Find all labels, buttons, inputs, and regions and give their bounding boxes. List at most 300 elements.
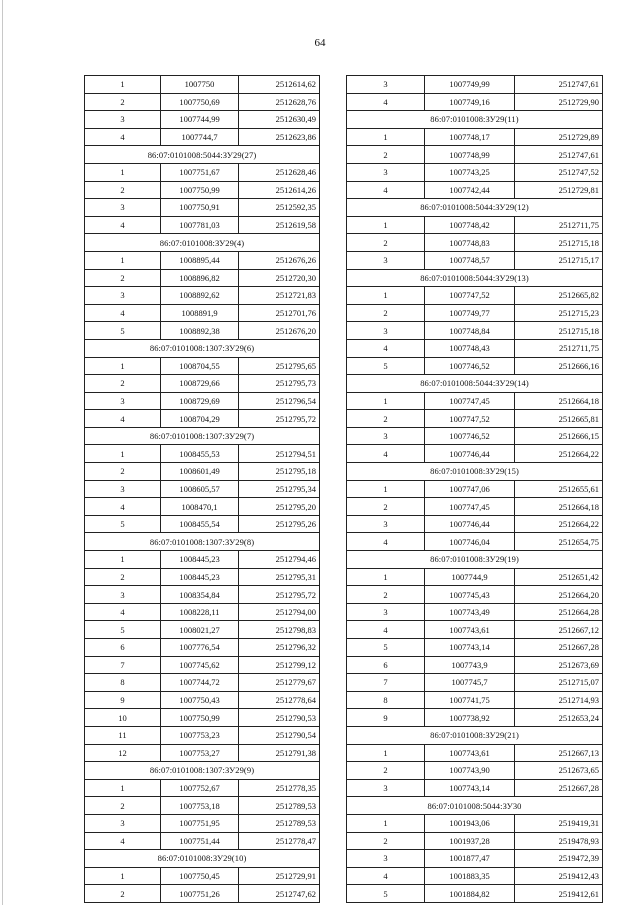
parcel-cadastral-number: 86:07:0101008:1307:ЗУ29(6) <box>85 339 320 357</box>
x-coordinate-cell: 1007749,16 <box>425 93 515 111</box>
y-coordinate-cell: 2512795,26 <box>239 515 320 533</box>
table-row <box>347 339 603 357</box>
point-number-cell: 1 <box>85 445 161 463</box>
y-coordinate-cell: 2512711,75 <box>515 339 603 357</box>
point-number-cell: 10 <box>85 709 161 727</box>
y-coordinate-cell: 2519472,39 <box>515 850 603 868</box>
y-coordinate-cell: 2519412,43 <box>515 867 603 885</box>
x-coordinate-cell: 1007750,43 <box>161 691 239 709</box>
table-row <box>85 744 320 762</box>
x-coordinate-cell: 1007750,45 <box>161 867 239 885</box>
y-coordinate-cell: 2512795,72 <box>239 410 320 428</box>
x-coordinate-cell: 1007743,61 <box>425 621 515 639</box>
y-coordinate-cell: 2512791,38 <box>239 744 320 762</box>
table-row <box>85 639 320 657</box>
table-row <box>347 533 603 551</box>
section-header-row <box>85 850 320 868</box>
x-coordinate-cell: 1007751,67 <box>161 163 239 181</box>
point-number-cell: 3 <box>85 480 161 498</box>
x-coordinate-cell: 1007747,06 <box>425 480 515 498</box>
point-number-cell: 1 <box>347 744 425 762</box>
y-coordinate-cell: 2512715,07 <box>515 674 603 692</box>
section-header-row <box>347 375 603 393</box>
x-coordinate-cell: 1007750,69 <box>161 93 239 111</box>
x-coordinate-cell: 1007744,9 <box>425 568 515 586</box>
x-coordinate-cell: 1007745,43 <box>425 586 515 604</box>
point-number-cell: 4 <box>347 93 425 111</box>
y-coordinate-cell: 2512614,26 <box>239 181 320 199</box>
x-coordinate-cell: 1007747,52 <box>425 287 515 305</box>
point-number-cell: 4 <box>347 339 425 357</box>
y-coordinate-cell: 2512747,52 <box>515 163 603 181</box>
y-coordinate-cell: 2512789,53 <box>239 797 320 815</box>
x-coordinate-cell: 1007749,77 <box>425 304 515 322</box>
x-coordinate-cell: 1008729,66 <box>161 375 239 393</box>
point-number-cell: 1 <box>347 128 425 146</box>
point-number-cell: 9 <box>347 709 425 727</box>
table-row <box>347 885 603 903</box>
section-header-row <box>347 551 603 569</box>
x-coordinate-cell: 1007743,14 <box>425 779 515 797</box>
point-number-cell: 5 <box>85 515 161 533</box>
table-row <box>347 621 603 639</box>
table-row <box>85 410 320 428</box>
table-row <box>347 480 603 498</box>
x-coordinate-cell: 1008729,69 <box>161 392 239 410</box>
y-coordinate-cell: 2512701,76 <box>239 304 320 322</box>
point-number-cell: 4 <box>85 410 161 428</box>
y-coordinate-cell: 2512729,89 <box>515 128 603 146</box>
y-coordinate-cell: 2512676,20 <box>239 322 320 340</box>
x-coordinate-cell: 1001943,06 <box>425 814 515 832</box>
x-coordinate-cell: 1008896,82 <box>161 269 239 287</box>
point-number-cell: 3 <box>347 322 425 340</box>
y-coordinate-cell: 2512664,18 <box>515 392 603 410</box>
table-row <box>85 709 320 727</box>
y-coordinate-cell: 2512715,23 <box>515 304 603 322</box>
x-coordinate-cell: 1008891,9 <box>161 304 239 322</box>
y-coordinate-cell: 2512795,31 <box>239 568 320 586</box>
point-number-cell: 1 <box>85 357 161 375</box>
scan-edge-line <box>2 0 3 905</box>
point-number-cell: 2 <box>85 269 161 287</box>
x-coordinate-cell: 1008455,53 <box>161 445 239 463</box>
table-row <box>347 445 603 463</box>
y-coordinate-cell: 2512667,28 <box>515 639 603 657</box>
x-coordinate-cell: 1001884,82 <box>425 885 515 903</box>
table-row <box>85 779 320 797</box>
y-coordinate-cell: 2519412,61 <box>515 885 603 903</box>
y-coordinate-cell: 2512795,34 <box>239 480 320 498</box>
point-number-cell: 3 <box>347 163 425 181</box>
parcel-cadastral-number: 86:07:0101008:5044:ЗУ29(14) <box>347 375 603 393</box>
y-coordinate-cell: 2512592,35 <box>239 199 320 217</box>
y-coordinate-cell: 2519478,93 <box>515 832 603 850</box>
point-number-cell: 3 <box>85 287 161 305</box>
x-coordinate-cell: 1007743,61 <box>425 744 515 762</box>
x-coordinate-cell: 1007746,52 <box>425 427 515 445</box>
y-coordinate-cell: 2512798,83 <box>239 621 320 639</box>
point-number-cell: 4 <box>347 867 425 885</box>
x-coordinate-cell: 1007743,14 <box>425 639 515 657</box>
x-coordinate-cell: 1007748,84 <box>425 322 515 340</box>
x-coordinate-cell: 1007751,26 <box>161 885 239 903</box>
x-coordinate-cell: 1007747,45 <box>425 392 515 410</box>
y-coordinate-cell: 2512747,62 <box>239 885 320 903</box>
x-coordinate-cell: 1007781,03 <box>161 216 239 234</box>
table-row <box>347 850 603 868</box>
y-coordinate-cell: 2512628,46 <box>239 163 320 181</box>
table-row <box>347 304 603 322</box>
x-coordinate-cell: 1007738,92 <box>425 709 515 727</box>
table-row <box>347 128 603 146</box>
x-coordinate-cell: 1007746,52 <box>425 357 515 375</box>
point-number-cell: 1 <box>85 867 161 885</box>
table-row <box>85 515 320 533</box>
point-number-cell: 1 <box>347 814 425 832</box>
table-row <box>85 656 320 674</box>
y-coordinate-cell: 2512729,81 <box>515 181 603 199</box>
x-coordinate-cell: 1008605,57 <box>161 480 239 498</box>
point-number-cell: 3 <box>85 392 161 410</box>
point-number-cell: 2 <box>347 498 425 516</box>
x-coordinate-cell: 1008892,38 <box>161 322 239 340</box>
x-coordinate-cell: 1007749,99 <box>425 76 515 94</box>
point-number-cell: 6 <box>85 639 161 657</box>
y-coordinate-cell: 2512747,61 <box>515 146 603 164</box>
table-row <box>347 639 603 657</box>
x-coordinate-cell: 1007744,99 <box>161 111 239 129</box>
section-header-row <box>347 797 603 815</box>
section-header-row <box>85 427 320 445</box>
table-row <box>85 463 320 481</box>
point-number-cell: 3 <box>85 586 161 604</box>
table-row <box>347 93 603 111</box>
x-coordinate-cell: 1008228,11 <box>161 603 239 621</box>
x-coordinate-cell: 1007750,99 <box>161 181 239 199</box>
table-row <box>85 357 320 375</box>
y-coordinate-cell: 2512655,61 <box>515 480 603 498</box>
section-header-row <box>85 339 320 357</box>
section-header-row <box>85 234 320 252</box>
point-number-cell: 2 <box>85 181 161 199</box>
table-row <box>347 515 603 533</box>
page-number: 64 <box>314 37 326 49</box>
section-header-row <box>85 533 320 551</box>
y-coordinate-cell: 2512664,22 <box>515 515 603 533</box>
section-header-row <box>85 762 320 780</box>
table-row <box>347 568 603 586</box>
parcel-cadastral-number: 86:07:0101008:ЗУ29(19) <box>347 551 603 569</box>
table-row <box>347 691 603 709</box>
x-coordinate-cell: 1007742,44 <box>425 181 515 199</box>
y-coordinate-cell: 2512666,16 <box>515 357 603 375</box>
point-number-cell: 7 <box>347 674 425 692</box>
table-row <box>347 427 603 445</box>
y-coordinate-cell: 2512673,65 <box>515 762 603 780</box>
point-number-cell: 5 <box>85 621 161 639</box>
table-row <box>347 234 603 252</box>
table-row <box>347 146 603 164</box>
x-coordinate-cell: 1008021,27 <box>161 621 239 639</box>
y-coordinate-cell: 2512714,93 <box>515 691 603 709</box>
x-coordinate-cell: 1007747,52 <box>425 410 515 428</box>
y-coordinate-cell: 2512676,26 <box>239 251 320 269</box>
table-row <box>85 586 320 604</box>
point-number-cell: 3 <box>347 251 425 269</box>
y-coordinate-cell: 2512795,18 <box>239 463 320 481</box>
y-coordinate-cell: 2512628,76 <box>239 93 320 111</box>
point-number-cell: 1 <box>347 216 425 234</box>
x-coordinate-cell: 1007746,04 <box>425 533 515 551</box>
table-row <box>85 603 320 621</box>
point-number-cell: 3 <box>347 76 425 94</box>
point-number-cell: 1 <box>347 480 425 498</box>
y-coordinate-cell: 2512795,72 <box>239 586 320 604</box>
table-row <box>347 181 603 199</box>
point-number-cell: 4 <box>85 498 161 516</box>
point-number-cell: 5 <box>347 357 425 375</box>
point-number-cell: 7 <box>85 656 161 674</box>
point-number-cell: 1 <box>85 76 161 94</box>
y-coordinate-cell: 2512794,46 <box>239 551 320 569</box>
table-row <box>85 814 320 832</box>
table-row <box>347 216 603 234</box>
parcel-cadastral-number: 86:07:0101008:1307:ЗУ29(7) <box>85 427 320 445</box>
y-coordinate-cell: 2512667,28 <box>515 779 603 797</box>
table-row <box>85 480 320 498</box>
table-row <box>347 322 603 340</box>
point-number-cell: 6 <box>347 656 425 674</box>
point-number-cell: 2 <box>347 410 425 428</box>
y-coordinate-cell: 2512796,32 <box>239 639 320 657</box>
table-row <box>85 621 320 639</box>
x-coordinate-cell: 1007753,27 <box>161 744 239 762</box>
table-row <box>347 251 603 269</box>
y-coordinate-cell: 2512778,64 <box>239 691 320 709</box>
y-coordinate-cell: 2512790,54 <box>239 726 320 744</box>
x-coordinate-cell: 1007746,44 <box>425 515 515 533</box>
y-coordinate-cell: 2512630,49 <box>239 111 320 129</box>
table-row <box>85 269 320 287</box>
table-row <box>85 287 320 305</box>
table-row <box>85 392 320 410</box>
table-row <box>347 779 603 797</box>
point-number-cell: 1 <box>85 251 161 269</box>
table-row <box>85 216 320 234</box>
x-coordinate-cell: 1007746,44 <box>425 445 515 463</box>
x-coordinate-cell: 1007745,62 <box>161 656 239 674</box>
point-number-cell: 1 <box>85 163 161 181</box>
x-coordinate-cell: 1007748,17 <box>425 128 515 146</box>
table-row <box>85 251 320 269</box>
point-number-cell: 3 <box>347 779 425 797</box>
y-coordinate-cell: 2512789,53 <box>239 814 320 832</box>
parcel-cadastral-number: 86:07:0101008:ЗУ29(21) <box>347 726 603 744</box>
y-coordinate-cell: 2512651,42 <box>515 568 603 586</box>
y-coordinate-cell: 2512747,61 <box>515 76 603 94</box>
y-coordinate-cell: 2512665,82 <box>515 287 603 305</box>
point-number-cell: 3 <box>85 111 161 129</box>
x-coordinate-cell: 1001937,28 <box>425 832 515 850</box>
x-coordinate-cell: 1007750,99 <box>161 709 239 727</box>
x-coordinate-cell: 1008704,55 <box>161 357 239 375</box>
parcel-cadastral-number: 86:07:0101008:ЗУ29(11) <box>347 111 603 129</box>
coordinates-table-right-body <box>347 76 603 903</box>
table-row <box>347 586 603 604</box>
table-row <box>85 304 320 322</box>
y-coordinate-cell: 2512721,83 <box>239 287 320 305</box>
point-number-cell: 3 <box>347 850 425 868</box>
parcel-cadastral-number: 86:07:0101008:5044:ЗУ30 <box>347 797 603 815</box>
table-row <box>347 867 603 885</box>
point-number-cell: 8 <box>85 674 161 692</box>
y-coordinate-cell: 2512667,13 <box>515 744 603 762</box>
x-coordinate-cell: 1007750,91 <box>161 199 239 217</box>
y-coordinate-cell: 2512715,18 <box>515 234 603 252</box>
section-header-row <box>85 146 320 164</box>
table-row <box>85 691 320 709</box>
x-coordinate-cell: 1007748,83 <box>425 234 515 252</box>
coordinates-table-left <box>84 75 320 903</box>
table-row <box>347 498 603 516</box>
table-row <box>85 568 320 586</box>
x-coordinate-cell: 1008601,49 <box>161 463 239 481</box>
parcel-cadastral-number: 86:07:0101008:5044:ЗУ29(12) <box>347 199 603 217</box>
y-coordinate-cell: 2512619,58 <box>239 216 320 234</box>
table-row <box>85 163 320 181</box>
point-number-cell: 2 <box>347 586 425 604</box>
x-coordinate-cell: 1007748,99 <box>425 146 515 164</box>
point-number-cell: 2 <box>85 463 161 481</box>
table-row <box>347 287 603 305</box>
table-row <box>85 76 320 94</box>
table-row <box>85 199 320 217</box>
point-number-cell: 3 <box>85 814 161 832</box>
table-row <box>85 885 320 903</box>
x-coordinate-cell: 1008455,54 <box>161 515 239 533</box>
point-number-cell: 2 <box>347 762 425 780</box>
x-coordinate-cell: 1007741,75 <box>425 691 515 709</box>
x-coordinate-cell: 1008704,29 <box>161 410 239 428</box>
y-coordinate-cell: 2512614,62 <box>239 76 320 94</box>
section-header-row <box>347 199 603 217</box>
point-number-cell: 3 <box>347 603 425 621</box>
y-coordinate-cell: 2512715,18 <box>515 322 603 340</box>
table-row <box>347 656 603 674</box>
point-number-cell: 3 <box>347 515 425 533</box>
y-coordinate-cell: 2512664,22 <box>515 445 603 463</box>
y-coordinate-cell: 2512664,18 <box>515 498 603 516</box>
point-number-cell: 5 <box>85 322 161 340</box>
y-coordinate-cell: 2512779,67 <box>239 674 320 692</box>
x-coordinate-cell: 1007743,90 <box>425 762 515 780</box>
y-coordinate-cell: 2512653,24 <box>515 709 603 727</box>
x-coordinate-cell: 1001877,47 <box>425 850 515 868</box>
point-number-cell: 2 <box>347 304 425 322</box>
point-number-cell: 4 <box>347 621 425 639</box>
point-number-cell: 2 <box>85 93 161 111</box>
table-row <box>85 726 320 744</box>
y-coordinate-cell: 2512729,90 <box>515 93 603 111</box>
point-number-cell: 2 <box>85 885 161 903</box>
x-coordinate-cell: 1008445,23 <box>161 568 239 586</box>
x-coordinate-cell: 1007745,7 <box>425 674 515 692</box>
y-coordinate-cell: 2512667,12 <box>515 621 603 639</box>
point-number-cell: 1 <box>85 779 161 797</box>
y-coordinate-cell: 2512664,20 <box>515 586 603 604</box>
x-coordinate-cell: 1007743,49 <box>425 603 515 621</box>
table-row <box>85 832 320 850</box>
parcel-cadastral-number: 86:07:0101008:ЗУ29(4) <box>85 234 320 252</box>
x-coordinate-cell: 1008445,23 <box>161 551 239 569</box>
point-number-cell: 5 <box>347 639 425 657</box>
table-row <box>347 814 603 832</box>
table-row <box>347 76 603 94</box>
point-number-cell: 9 <box>85 691 161 709</box>
table-row <box>85 674 320 692</box>
coordinates-table-left-body <box>85 76 320 903</box>
x-coordinate-cell: 1007744,7 <box>161 128 239 146</box>
section-header-row <box>347 463 603 481</box>
point-number-cell: 1 <box>85 551 161 569</box>
point-number-cell: 8 <box>347 691 425 709</box>
y-coordinate-cell: 2512778,35 <box>239 779 320 797</box>
y-coordinate-cell: 2512795,20 <box>239 498 320 516</box>
table-row <box>85 322 320 340</box>
point-number-cell: 5 <box>347 885 425 903</box>
point-number-cell: 3 <box>85 199 161 217</box>
y-coordinate-cell: 2512778,47 <box>239 832 320 850</box>
table-row <box>85 181 320 199</box>
table-row <box>85 551 320 569</box>
x-coordinate-cell: 1007748,43 <box>425 339 515 357</box>
table-row <box>347 709 603 727</box>
point-number-cell: 4 <box>347 533 425 551</box>
table-row <box>347 674 603 692</box>
y-coordinate-cell: 2519419,31 <box>515 814 603 832</box>
table-row <box>347 392 603 410</box>
point-number-cell: 4 <box>85 128 161 146</box>
x-coordinate-cell: 1007744,72 <box>161 674 239 692</box>
y-coordinate-cell: 2512720,30 <box>239 269 320 287</box>
y-coordinate-cell: 2512795,65 <box>239 357 320 375</box>
point-number-cell: 2 <box>85 797 161 815</box>
table-row <box>347 603 603 621</box>
x-coordinate-cell: 1008892,62 <box>161 287 239 305</box>
x-coordinate-cell: 1007753,18 <box>161 797 239 815</box>
point-number-cell: 2 <box>347 234 425 252</box>
y-coordinate-cell: 2512666,15 <box>515 427 603 445</box>
point-number-cell: 1 <box>347 287 425 305</box>
table-row <box>347 163 603 181</box>
point-number-cell: 4 <box>347 181 425 199</box>
section-header-row <box>347 269 603 287</box>
point-number-cell: 2 <box>85 375 161 393</box>
table-row <box>85 93 320 111</box>
table-row <box>347 357 603 375</box>
section-header-row <box>347 726 603 744</box>
x-coordinate-cell: 1007751,95 <box>161 814 239 832</box>
x-coordinate-cell: 1007751,44 <box>161 832 239 850</box>
parcel-cadastral-number: 86:07:0101008:5044:ЗУ29(13) <box>347 269 603 287</box>
y-coordinate-cell: 2512654,75 <box>515 533 603 551</box>
parcel-cadastral-number: 86:07:0101008:ЗУ29(10) <box>85 850 320 868</box>
table-row <box>85 375 320 393</box>
point-number-cell: 2 <box>85 568 161 586</box>
table-row <box>347 762 603 780</box>
table-row <box>85 797 320 815</box>
